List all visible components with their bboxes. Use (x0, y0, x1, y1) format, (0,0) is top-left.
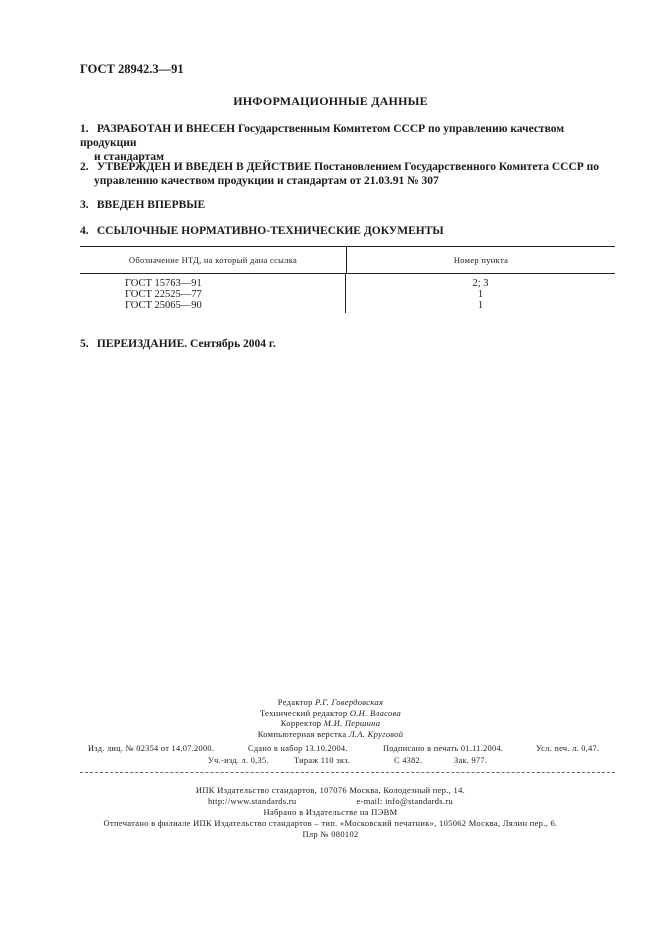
table-body (80, 274, 615, 313)
table-cell-clause: 1 (477, 300, 484, 311)
print-sheets-text: Усл. печ. л. 0,47. (536, 744, 600, 753)
code-text: С 4382. (394, 756, 423, 765)
editorial-imprint (0, 697, 661, 739)
info-item-1 (80, 122, 620, 164)
item-number: 2. (80, 161, 89, 173)
printing-note: Отпечатано в филиале ИПК Издательство стандартов – тип. «Московский печатник», 105062 Москва, Лялин пер., 6. (103, 818, 558, 828)
item-text: Государственным Комитетом СССР по управлению качеством продукции (80, 123, 565, 149)
table-cell-doc: ГОСТ 25065—90 (125, 300, 202, 311)
imprint-tech-editor (0, 708, 661, 719)
editor-label: Редактор (277, 697, 313, 707)
item-lead: ПЕРЕИЗДАНИЕ. Сентябрь 2004 г. (96, 338, 276, 350)
tech-editor-label: Технический редактор (259, 707, 348, 718)
corrector-name: М.И. Першина (323, 718, 381, 728)
section-title: ИНФОРМАЦИОННЫЕ ДАННЫЕ (233, 94, 428, 108)
item-lead: ССЫЛОЧНЫЕ НОРМАТИВНО-ТЕХНИЧЕСКИЕ ДОКУМЕНТЫ (96, 225, 444, 237)
imprint-layout (0, 729, 661, 740)
item-text-cont: управлению качеством продукции и стандартам от 21.03.91 № 307 (94, 175, 439, 187)
sent-date-text: Сдано в набор 13.10.2004. (248, 744, 348, 753)
pub-sheets-text: Уч.-изд. л. 0,35. (208, 756, 269, 765)
item-lead: УТВЕРЖДЕН И ВВЕДЕН В ДЕЙСТВИЕ (96, 161, 312, 173)
info-item-5 (80, 337, 620, 351)
corrector-label: Корректор (280, 718, 322, 728)
table-header (80, 247, 615, 274)
run-text: Тираж 110 экз. (294, 756, 351, 765)
signed-date-text: Подписано в печать 01.11.2004. (383, 744, 504, 753)
table-cell-clause: 2; 3 (472, 278, 489, 289)
tech-editor-name: О.Н. Власова (349, 707, 402, 718)
item-lead: ВВЕДЕН ВПЕРВЫЕ (96, 199, 206, 211)
item-number: 5. (80, 338, 89, 350)
publisher-footer (0, 785, 661, 840)
item-text: Постановлением Государственного Комитета СССР по (314, 161, 600, 173)
column-documents (80, 274, 346, 313)
order-text: Зак. 977. (454, 756, 488, 765)
typeset-note: Набрано в Издательстве на ПЭВМ (263, 807, 398, 817)
table-cell-doc: ГОСТ 15763—91 (125, 278, 202, 289)
publisher-address: ИПК Издательство стандартов, 107076 Москва, Колодезный пер., 14. (195, 785, 466, 795)
imprint-editor (0, 697, 661, 708)
license-text: Изд. лиц. № 02354 от 14.07.2000. (88, 744, 215, 753)
editor-name: Р.Г. Говердовская (315, 697, 384, 707)
column-header-document: Обозначение НТД, на который дана ссылка (80, 247, 347, 273)
table-cell-doc: ГОСТ 22525—77 (125, 289, 202, 300)
reference-table (80, 246, 615, 313)
item-number: 4. (80, 225, 89, 237)
layout-name: Л.А. Круговой (348, 728, 404, 739)
info-item-3 (80, 198, 620, 212)
item-text-cont: и стандартам (94, 151, 164, 163)
info-item-2 (80, 160, 620, 188)
document-id: ГОСТ 28942.3—91 (80, 62, 184, 76)
item-lead: РАЗРАБОТАН И ВНЕСЕН (96, 123, 236, 135)
table-cell-clause: 1 (477, 289, 484, 300)
item-number: 3. (80, 199, 89, 211)
column-header-clause: Номер пункта (453, 255, 509, 265)
info-item-4 (80, 224, 620, 238)
item-number: 1. (80, 123, 89, 135)
layout-label: Компьютерная верстка (257, 728, 347, 739)
separator-line (80, 772, 615, 773)
imprint-corrector (0, 718, 661, 729)
publisher-contacts (0, 796, 661, 807)
license-number: Плр № 080102 (302, 829, 359, 839)
column-clauses (346, 274, 615, 313)
publisher-email[interactable]: e-mail: info@standards.ru (356, 796, 454, 806)
publisher-website[interactable]: http://www.standards.ru (207, 796, 297, 806)
